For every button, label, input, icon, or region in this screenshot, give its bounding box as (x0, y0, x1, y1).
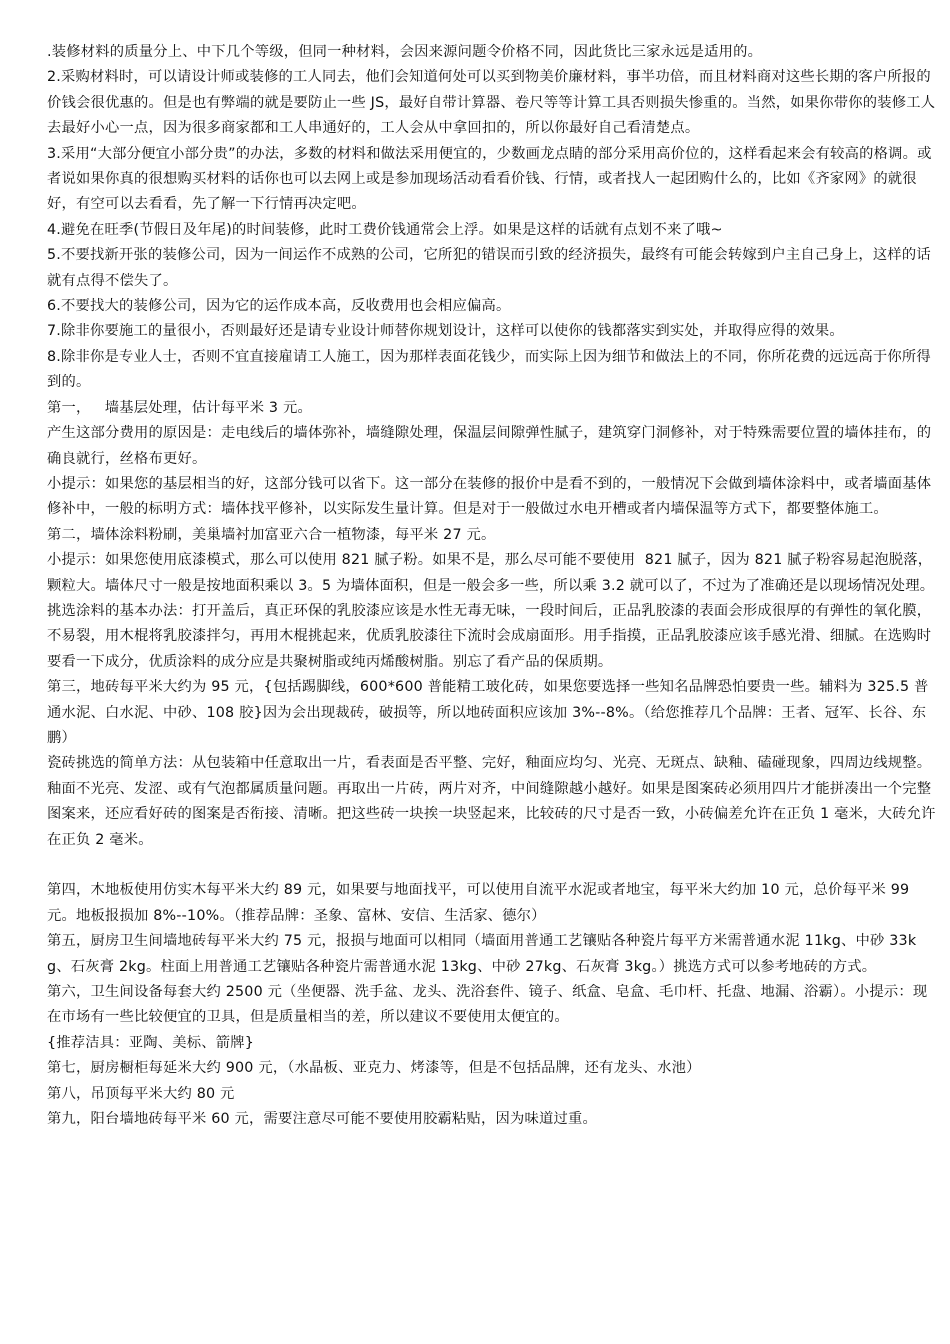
paragraph-cost-3: 第三，地砖每平米大约为 95 元，{包括踢脚线，600*600 普能精工玻化砖，如果您要选择一些知名品牌恐怕要贵一些。辅料为 325.5 普通水泥、白水泥、中砂、108 胶}因为会出现裁砖，破损等，所以地砖面积应该加 3%--8%。（给您推荐几个品牌：王者、冠军、长谷、东鹏） (47, 679, 929, 746)
paragraph-cost-9: 第九，阳台墙地砖每平米 60 元，需要注意尽可能不要使用胶霸粘贴，因为味道过重。 (47, 1111, 597, 1128)
paragraph-tip-3: 3.采用“大部分便宜小部分贵”的办法，多数的材料和做法采用便宜的，少数画龙点睛的部分采用高价位的，这样看起来会有较高的格调。或者说如果你真的很想购买材料的话你也可以去网上或是参加现场活动看看价钱、行情，或者找人一起团购什么的，比如《齐家网》的就很好，有空可以去看看，先了解一下行情再决定吧。 (47, 145, 932, 213)
paragraph-cost-4: 第四，木地板使用仿实木每平米大约 89 元，如果要与地面找平，可以使用自流平水泥或者地宝，每平米大约加 10 元，总价每平米 99 元。地板报损加 8%--10%。（推荐品牌：圣象、富林、安信、生活家、德尔） (47, 882, 915, 924)
paragraph-cost-7: 第七，厨房橱柜每延米大约 900 元，（水晶板、亚克力、烤漆等，但是不包括品牌，还有龙头、水池） (47, 1060, 701, 1077)
paragraph-cost-2-hint: 小提示：如果您使用底漆模式，那么可以使用 821 腻子粉。如果不是，那么尽可能不要使用 821 腻子，因为 821 腻子粉容易起泡脱落，颗粒大。墙体尺寸一般是按地面积乘以 3。5 为墙体面积，但是一般会多一些，所以乘 3.2 就可以了，不过为了准确还是以现场情况处理。 (47, 552, 935, 594)
paragraph-tile-selection: 瓷砖挑选的简单方法：从包装箱中任意取出一片，看表面是否平整、完好，釉面应均匀、光亮、无斑点、缺釉、磕碰现象，四周边线规整。釉面不光亮、发涩、或有气泡都属质量问题。再取出一片砖，两片对齐，中间缝隙越小越好。如果是图案砖必须用四片才能拼凑出一个完整图案来，还应看好砖的图案是否衔接、清晰。把这些砖一块挨一块竖起来，比较砖的尺寸是否一致，小砖偏差允许在正负 1 毫米，大砖允许在正负 2 毫米。 (47, 755, 936, 848)
paragraph-cost-1-hint: 小提示：如果您的基层相当的好，这部分钱可以省下。这一部分在装修的报价中是看不到的，一般情况下会做到墙体涂料中，或者墙面基体修补中，一般的标明方式：墙体找平修补，以实际发生量计算。但是对于一般做过水电开槽或者内墙保温等方式下，都要整体施工。 (47, 475, 932, 518)
paragraph-cost-2-heading: 第二，墙体涂料粉刷，美巢墙衬加富亚六合一植物漆，每平米 27 元。 (47, 526, 496, 543)
paragraph-cost-8: 第八，吊顶每平米大约 80 元 (47, 1085, 235, 1102)
paragraph-cost-1-reason: 产生这部分费用的原因是：走电线后的墙体弥补，墙缝隙处理，保温层间隙弹性腻子，建筑穿门洞修补，对于特殊需要位置的墙体挂布，的确良就行，丝格布更好。 (47, 425, 932, 467)
paragraph-cost-1-heading: 第一， 墙基层处理，估计每平米 3 元。 (47, 399, 312, 416)
paragraph-tip-7: 7.除非你要施工的量很小，否则最好还是请专业设计师替你规划设计，这样可以使你的钱都落实到实处，并取得应得的效果。 (47, 323, 844, 340)
paragraph-cost-5: 第五，厨房卫生间墙地砖每平米大约 75 元，报损与地面可以相同（墙面用普通工艺镶贴各种瓷片每平方米需普通水泥 11kg、中砂 33kg、石灰膏 2kg。柱面上用普通工艺镶贴各种瓷片需普通水泥 13kg、中砂 27kg、石灰膏 3kg。）挑选方式可以参考地砖的方式。 (47, 933, 917, 975)
document-page (47, 40, 937, 1132)
paragraph-tip-4: 4.避免在旺季(节假日及年尾)的时间装修，此时工费价钱通常会上浮。如果是这样的话就有点划不来了哦~ (47, 221, 723, 238)
paragraph-cost-6: 第六，卫生间设备每套大约 2500 元（坐便器、洗手盆、龙头、洗浴套件、镜子、纸盒、皂盒、毛巾杆、托盘、地漏、浴霸）。小提示：现在市场有一些比较便宜的卫具，但是质量相当的差，所以建议不要使用太便宜的。 (47, 984, 928, 1026)
paragraph-sanitary-brands: {推荐洁具：亚陶、美标、箭牌} (47, 1034, 255, 1051)
blank-line (47, 853, 937, 878)
paragraph-tip-2: 2.采购材料时，可以请设计师或装修的工人同去，他们会知道何处可以买到物美价廉材料，事半功倍，而且材料商对这些长期的客户所报的价钱会很优惠的。但是也有弊端的就是要防止一些 JS，最好自带计算器、卷尺等等计算工具否则损失惨重的。当然，如果你带你的装修工人去最好小心一点，因为很多商家都和工人串通好的，工人会从中拿回扣的，所以你最好自己看清楚点。 (47, 69, 936, 137)
paragraph-tip-6: 6.不要找大的装修公司，因为它的运作成本高，反收费用也会相应偏高。 (47, 298, 511, 315)
paragraph-paint-selection: 挑选涂料的基本办法：打开盖后，真正环保的乳胶漆应该是水性无毒无味，一段时间后，正品乳胶漆的表面会形成很厚的有弹性的氧化膜，不易裂，用木棍将乳胶漆拌匀，再用木棍挑起来，优质乳胶漆往下流时会成扇面形。用手指摸，正品乳胶漆应该手感光滑、细腻。在选购时要看一下成分，优质涂料的成分应是共聚树脂或纯丙烯酸树脂。别忘了看产品的保质期。 (47, 602, 932, 670)
paragraph-tip-8: 8.除非你是专业人士，否则不宜直接雇请工人施工，因为那样表面花钱少，而实际上因为细节和做法上的不同，你所花费的远远高于你所得到的。 (47, 348, 931, 391)
paragraph-tip-5: 5.不要找新开张的装修公司，因为一间运作不成熟的公司，它所犯的错误而引致的经济损失，最终有可能会转嫁到户主自己身上，这样的话就有点得不偿失了。 (47, 247, 931, 289)
paragraph-material-grades: .装修材料的质量分上、中下几个等级，但同一种材料，会因来源问题令价格不同，因此货比三家永远是适用的。 (47, 44, 763, 60)
